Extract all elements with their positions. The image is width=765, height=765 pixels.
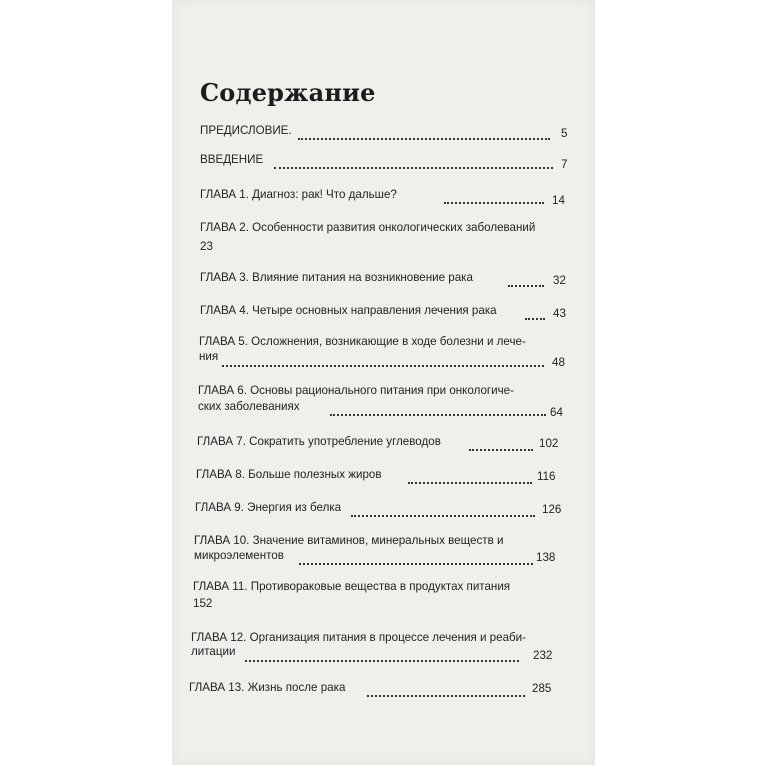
toc-page-number: 138: [536, 551, 556, 564]
toc-leader-dots: [469, 439, 533, 451]
toc-page-number: 7: [561, 158, 568, 171]
toc-entry-title: ГЛАВА 5. Осложнения, возникающие в ходе болезни и лече-: [199, 335, 526, 348]
toc-page-number: 126: [542, 503, 562, 516]
toc-leader-dots: [245, 650, 519, 662]
toc-entry-title-continued: ния: [199, 350, 219, 363]
page-title: Содержание: [200, 78, 376, 107]
toc-entry-title: ГЛАВА 7. Сократить употребление углеводов: [197, 435, 441, 448]
toc-leader-dots: [408, 472, 532, 484]
toc-entry-title: ГЛАВА 9. Энергия из белка: [195, 501, 342, 514]
toc-leader-dots: [299, 553, 533, 565]
toc-leader-dots: [367, 685, 525, 697]
toc-entry-title-continued: ских заболеваниях: [198, 400, 300, 413]
toc-leader-dots: [351, 505, 535, 517]
toc-entry-title: ГЛАВА 10. Значение витаминов, минеральных веществ и: [194, 534, 504, 547]
toc-entry-title: ПРЕДИСЛОВИЕ.: [200, 124, 292, 137]
toc-page-number: 23: [200, 240, 213, 253]
toc-entry-title-continued: микроэлементов: [194, 549, 284, 562]
toc-page-number: 32: [553, 274, 566, 287]
toc-leader-dots: [298, 128, 550, 140]
toc-entry-title: ГЛАВА 3. Влияние питания на возникновение рака: [200, 271, 473, 284]
toc-page-number: 232: [533, 649, 553, 662]
toc-page-number: 285: [532, 682, 552, 695]
toc-entry-title: ГЛАВА 6. Основы рационального питания при онкологиче-: [198, 384, 514, 397]
toc-page-number: 116: [537, 470, 556, 483]
toc-page-number: 43: [553, 307, 566, 320]
toc-entry-title: ВВЕДЕНИЕ: [200, 153, 264, 166]
toc-leader-dots: [508, 275, 544, 287]
toc-entry-title: ГЛАВА 11. Противораковые вещества в продуктах питания: [193, 580, 511, 593]
toc-page-number: 102: [539, 437, 559, 450]
toc-entry-title: ГЛАВА 1. Диагноз: рак! Что дальше?: [200, 188, 397, 201]
toc-entry-title: ГЛАВА 2. Особенности развития онкологических заболеваний: [200, 221, 536, 234]
toc-page-number: 64: [550, 406, 563, 419]
toc-page-number: 152: [193, 597, 213, 610]
toc-leader-dots: [330, 404, 546, 416]
toc-leader-dots: [444, 192, 544, 204]
toc-leader-dots: [525, 308, 545, 320]
toc-leader-dots: [274, 157, 553, 169]
toc-entry-title: ГЛАВА 8. Больше полезных жиров: [196, 468, 382, 481]
toc-page-number: 5: [561, 127, 568, 140]
toc-entry-title: ГЛАВА 12. Организация питания в процессе лечения и реаби-: [191, 631, 527, 644]
toc-entry-title-continued: литации: [191, 645, 236, 658]
toc-leader-dots: [222, 355, 544, 367]
toc-entry-title: ГЛАВА 4. Четыре основных направления лечения рака: [200, 304, 497, 317]
toc-page-number: 48: [552, 356, 565, 369]
toc-page-number: 14: [552, 194, 565, 207]
toc-entry-title: ГЛАВА 13. Жизнь после рака: [189, 681, 346, 694]
